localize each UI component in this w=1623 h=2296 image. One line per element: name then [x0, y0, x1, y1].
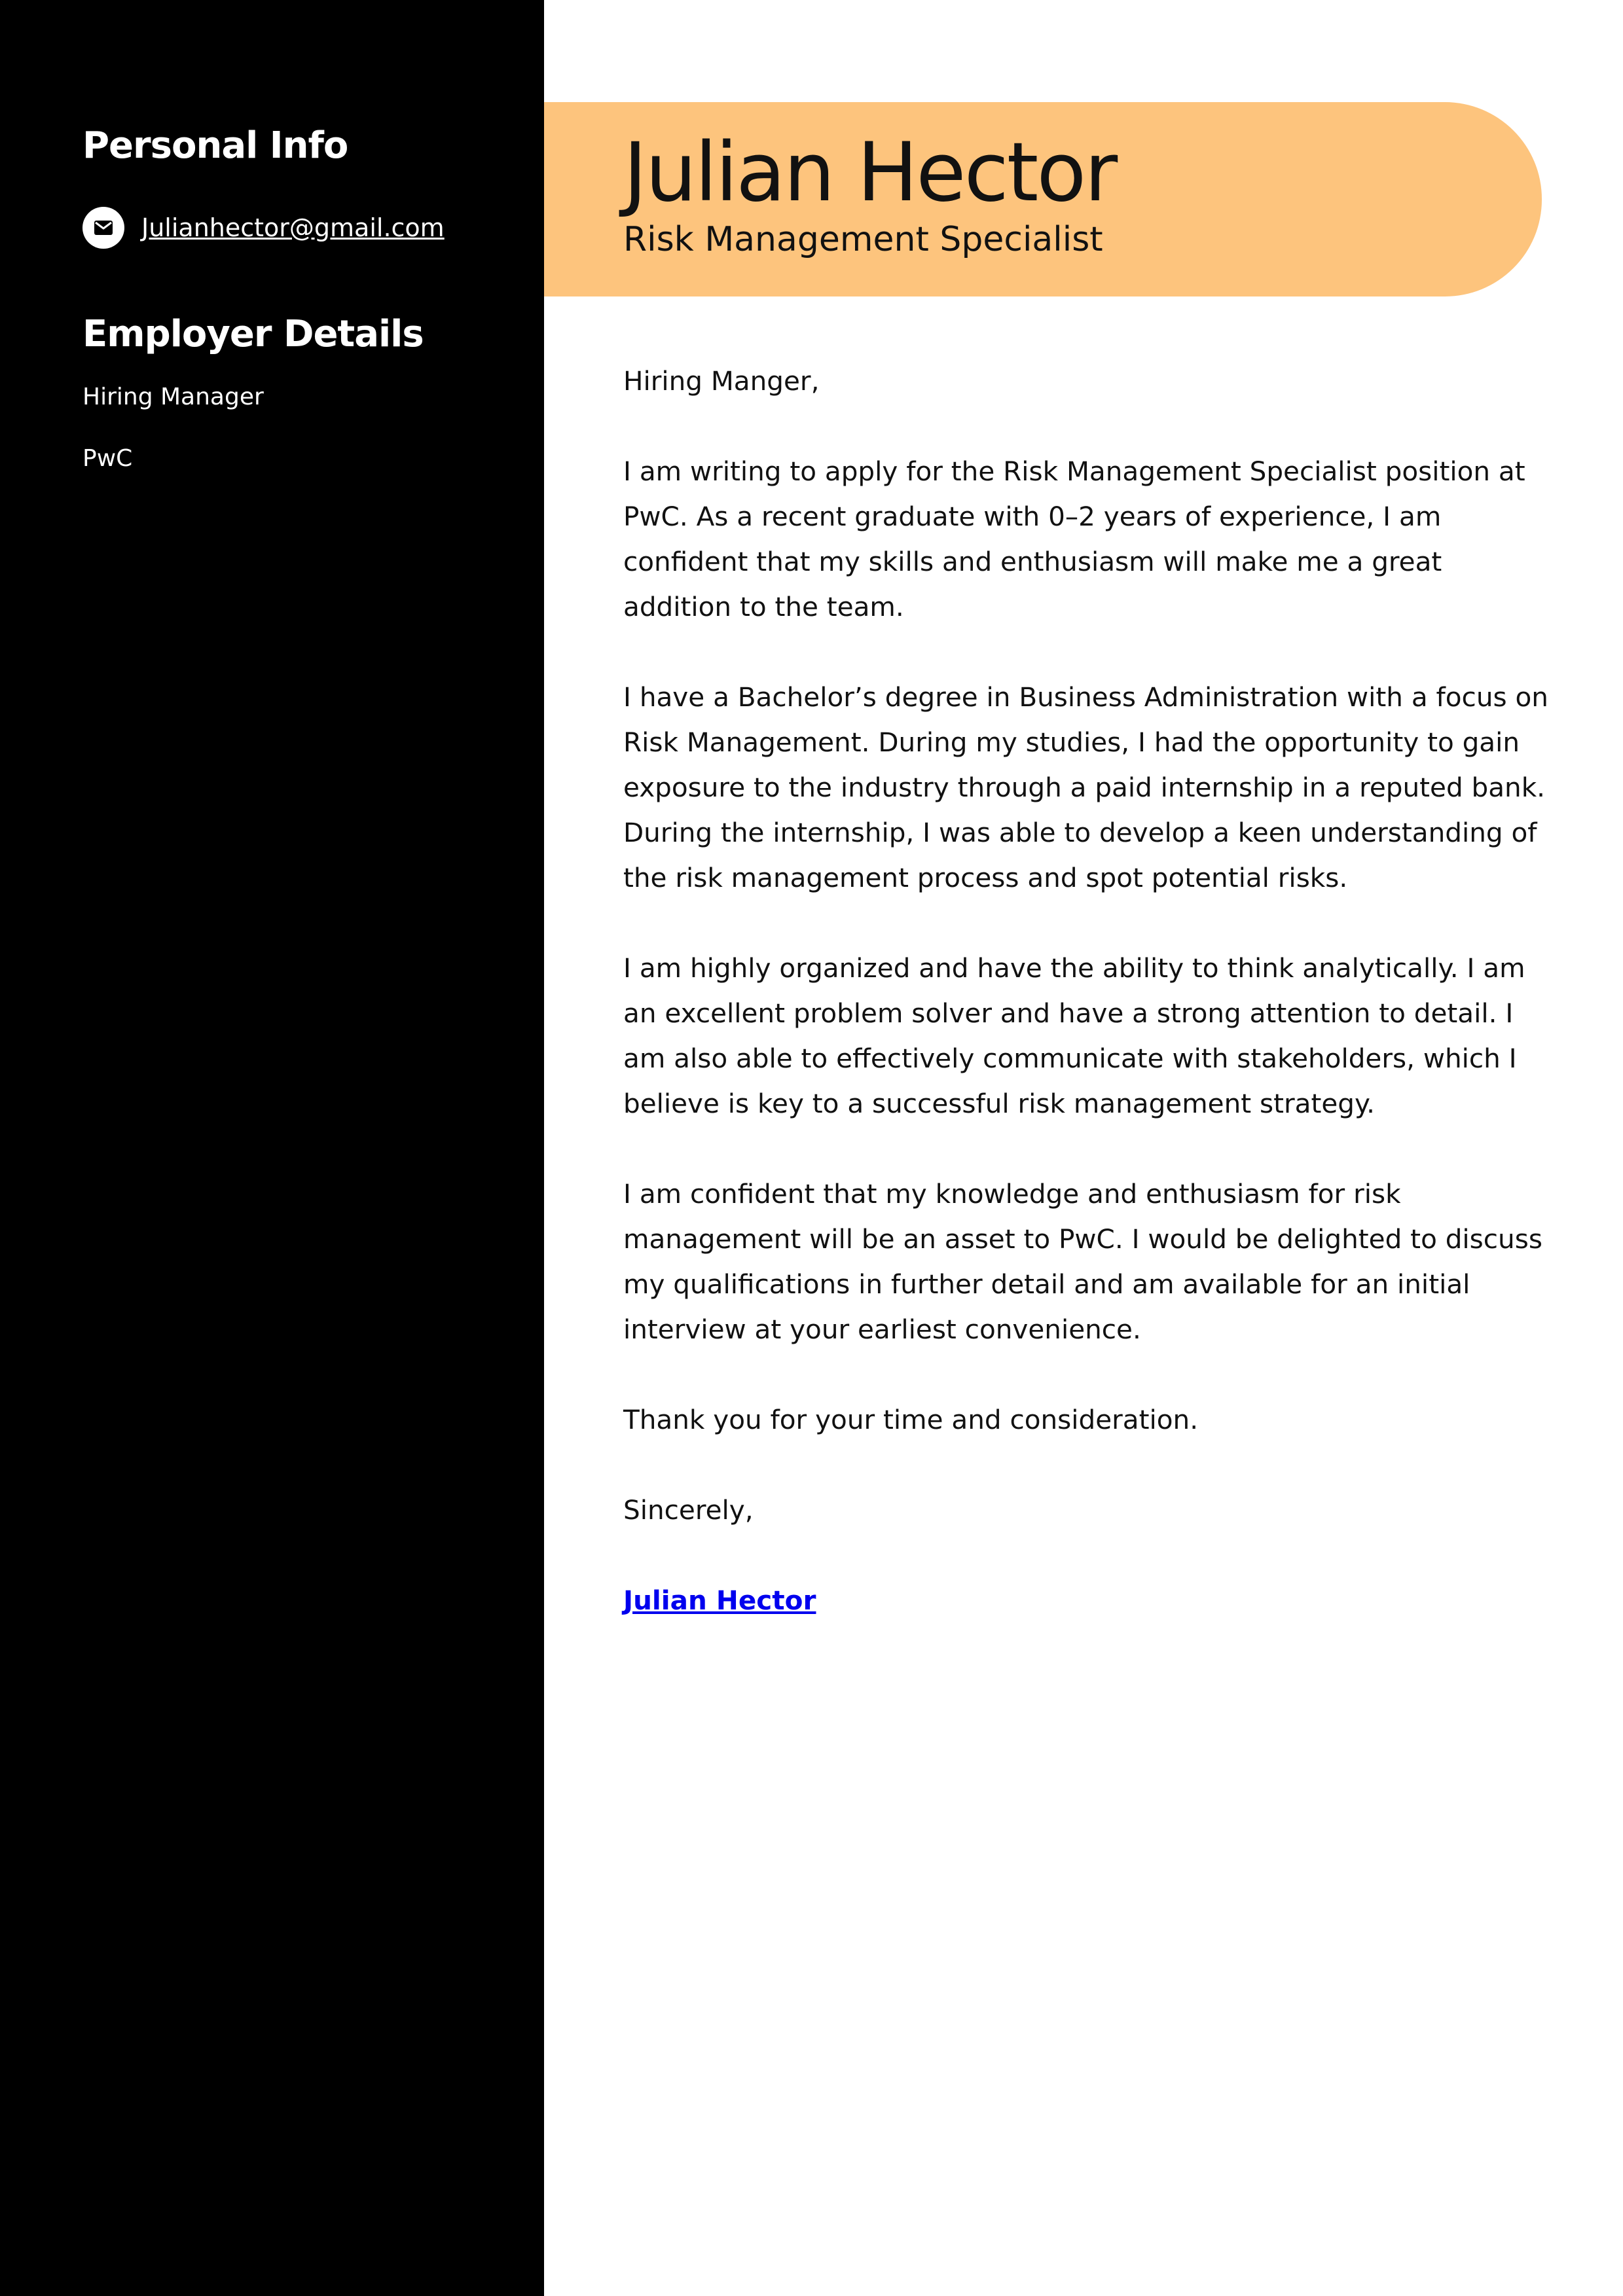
email-contact [82, 207, 445, 249]
personal-info-heading: Personal Info [82, 124, 348, 167]
salutation: Hiring Manger, [623, 365, 820, 397]
job-title: Risk Management Specialist [623, 220, 1103, 259]
email-link[interactable]: Julianhector@gmail.com [141, 213, 445, 242]
employer-company: PwC [82, 445, 133, 472]
letter-body [623, 359, 1553, 1668]
applicant-name: Julian Hector [623, 126, 1116, 220]
sidebar [0, 0, 544, 2296]
letter-paragraph: I am confident that my knowledge and enthusiasm for risk management will be an asset to PwC. I would be delighted to discuss my qualifications in further detail and am available for an initial interview at your earliest convenience. [623, 1178, 1542, 1345]
letter-paragraph: I am writing to apply for the Risk Management Specialist position at PwC. As a recent graduate with 0–2 years of experience, I am confident that my skills and enthusiasm will make me a great addition to the team. [623, 456, 1525, 622]
employer-details-heading: Employer Details [82, 313, 424, 355]
signature-link[interactable]: Julian Hector [623, 1585, 816, 1616]
employer-contact-name: Hiring Manager [82, 384, 264, 410]
thanks-line: Thank you for your time and consideration. [623, 1404, 1199, 1435]
letter-paragraph: I have a Bachelor’s degree in Business Administration with a focus on Risk Management. During my studies, I had the opportunity to gain exposure to the industry through a paid internship in a reputed bank. During the internship, I was able to develop a keen understanding of the risk management process and spot potential risks. [623, 681, 1548, 893]
closing-line: Sincerely, [623, 1494, 754, 1526]
letter-paragraph: I am highly organized and have the ability to think analytically. I am an excellent problem solver and have a strong attention to detail. I am also able to effectively communicate with stakeholders, which I believe is key to a successful risk management strategy. [623, 952, 1525, 1119]
envelope-icon [82, 207, 124, 249]
